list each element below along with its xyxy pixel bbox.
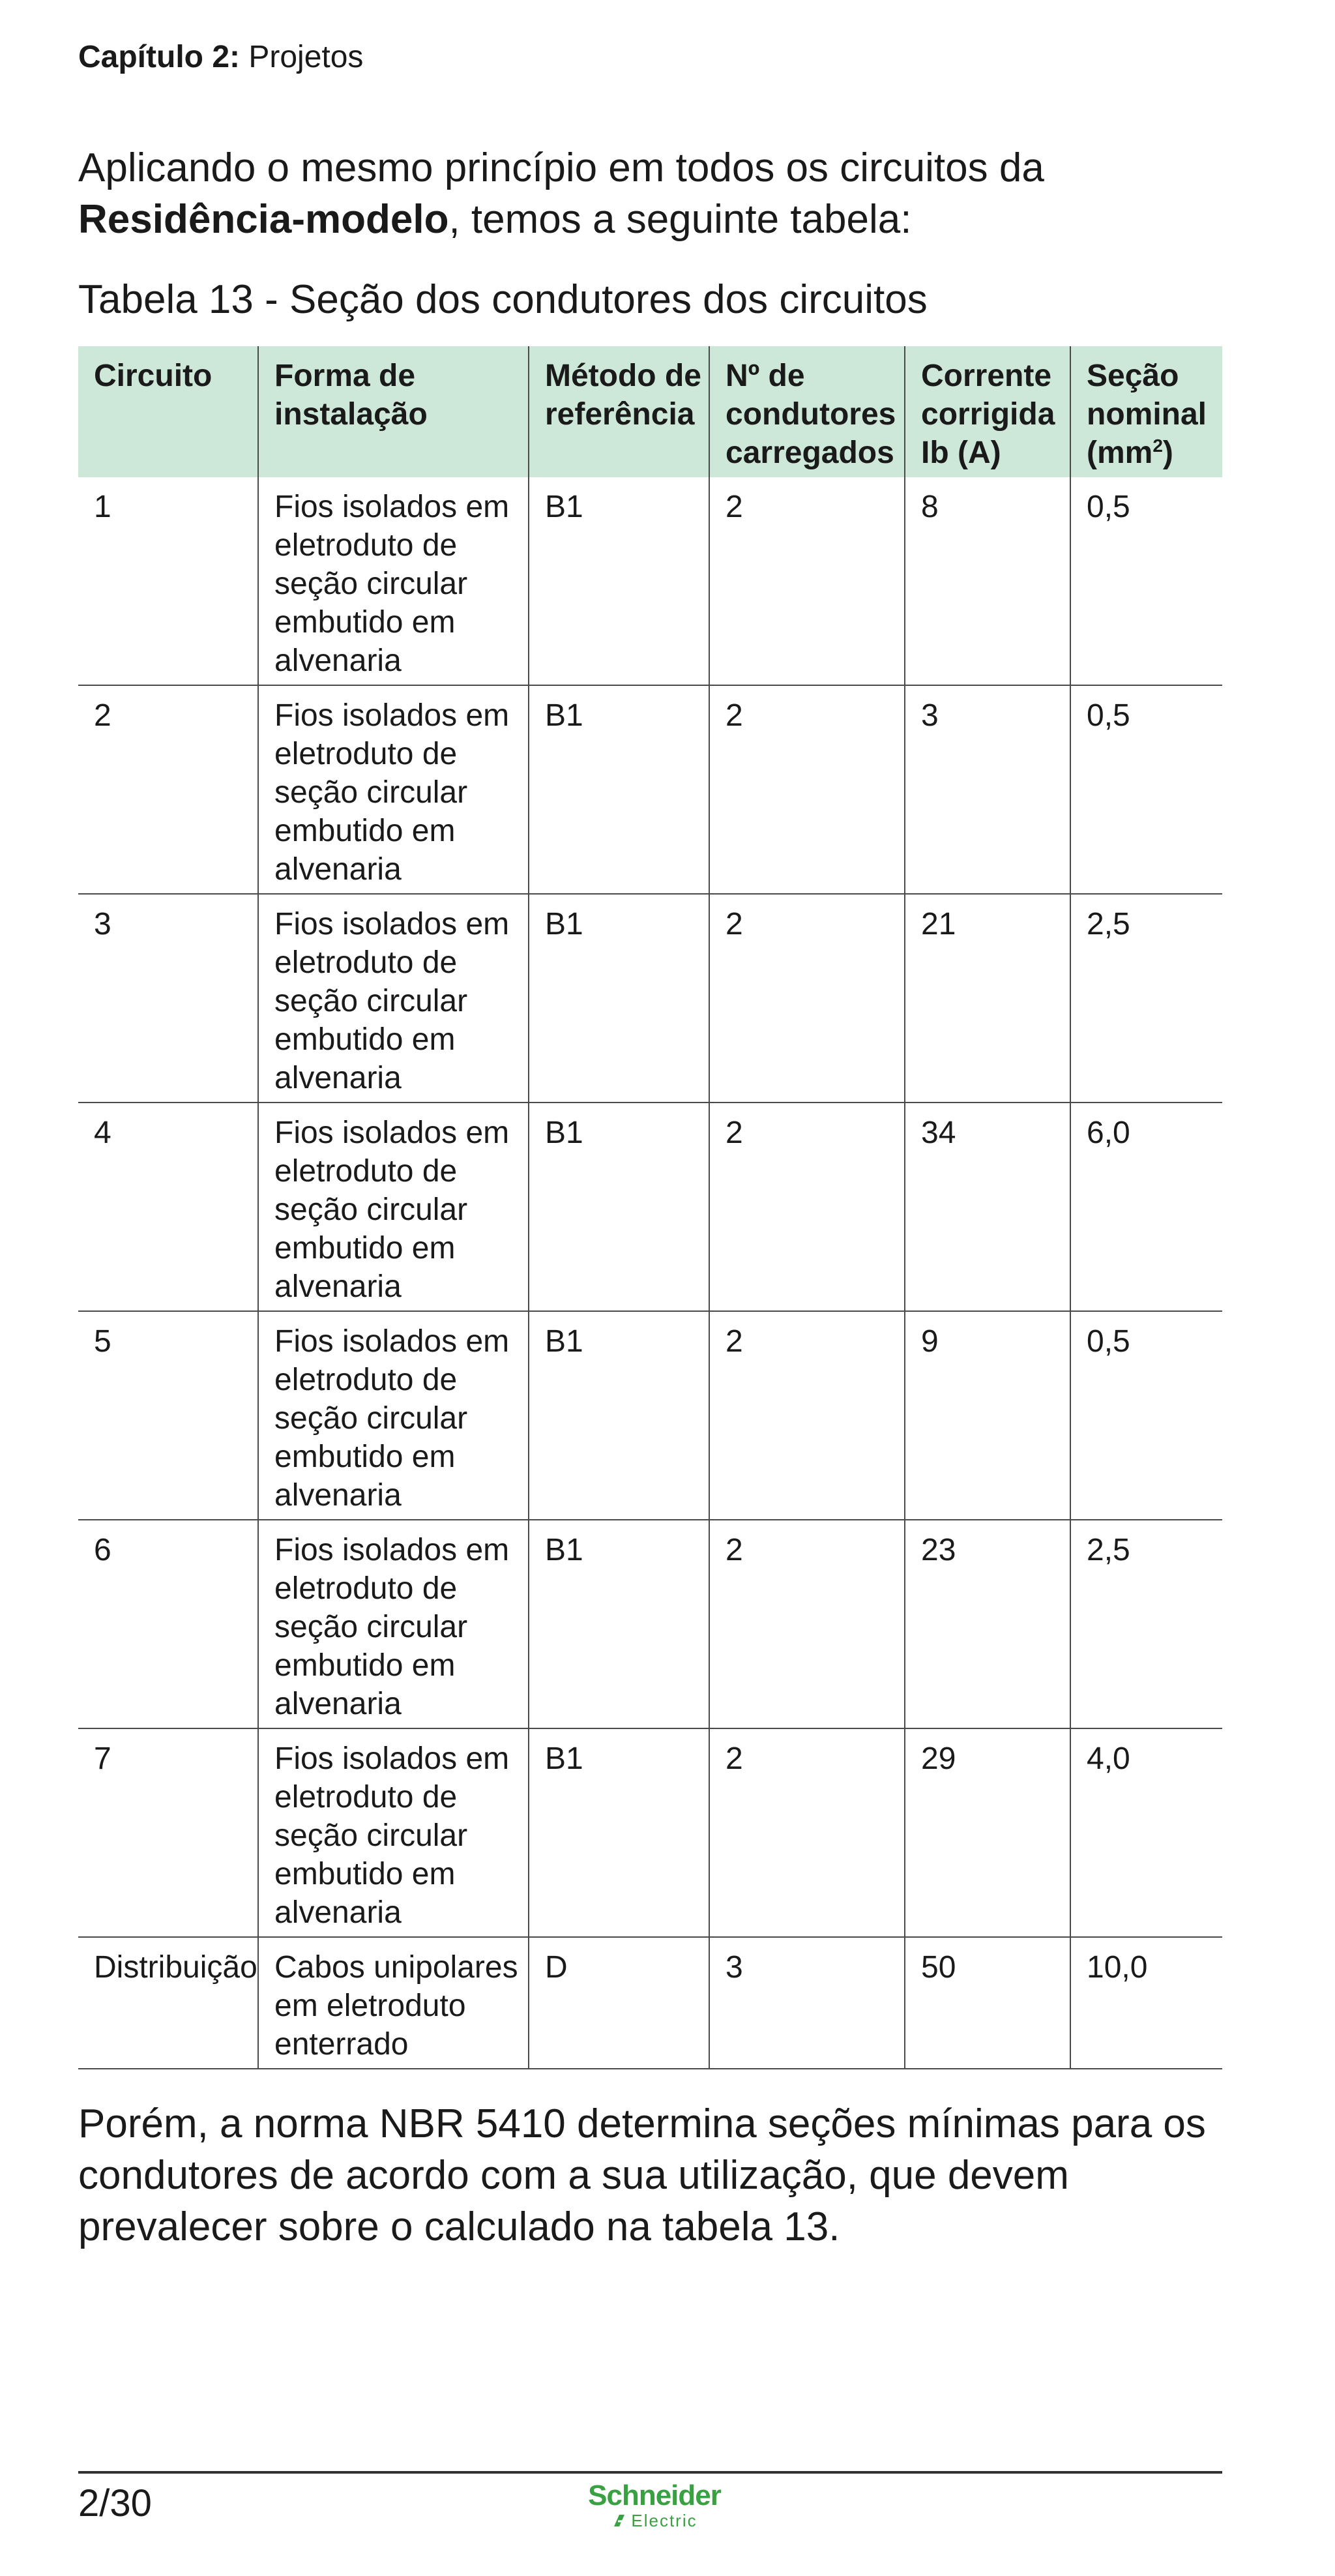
- table-row: [78, 685, 1222, 894]
- cell-condutores: 3: [709, 1937, 905, 2069]
- cell-corrente: 34: [905, 1103, 1070, 1311]
- cell-secao: 6,0: [1070, 1103, 1222, 1311]
- cell-forma: Fios isolados em eletroduto de seção circular embutido em alvenaria: [258, 477, 529, 685]
- cell-secao: 0,5: [1070, 1311, 1222, 1520]
- table-row: [78, 1103, 1222, 1311]
- intro-bold-term: Residência-modelo: [78, 197, 449, 242]
- cell-circuito: 5: [78, 1311, 258, 1520]
- cell-corrente: 3: [905, 685, 1070, 894]
- cell-metodo: B1: [529, 1520, 709, 1728]
- cell-metodo: B1: [529, 1728, 709, 1937]
- cell-corrente: 9: [905, 1311, 1070, 1520]
- table-row: [78, 1937, 1222, 2069]
- table-header-row: [78, 346, 1222, 477]
- cell-condutores: 2: [709, 685, 905, 894]
- cell-circuito: 6: [78, 1520, 258, 1728]
- cell-condutores: 2: [709, 1728, 905, 1937]
- logo-brand-text: Schneider: [588, 2480, 721, 2511]
- chapter-name: Projetos: [248, 40, 364, 74]
- cell-circuito: 3: [78, 894, 258, 1103]
- intro-text-start: Aplicando o mesmo princípio em todos os circuitos da: [78, 145, 1044, 190]
- cell-metodo: B1: [529, 477, 709, 685]
- cell-forma: Fios isolados em eletroduto de seção circular embutido em alvenaria: [258, 1311, 529, 1520]
- header-secao-superscript: 2: [1152, 436, 1163, 456]
- cell-circuito: 4: [78, 1103, 258, 1311]
- cell-forma: Fios isolados em eletroduto de seção circular embutido em alvenaria: [258, 1520, 529, 1728]
- conductor-section-table: [78, 346, 1222, 2069]
- cell-circuito: 7: [78, 1728, 258, 1937]
- intro-paragraph: [78, 142, 1222, 245]
- cell-forma: Cabos unipolares em eletroduto enterrado: [258, 1937, 529, 2069]
- header-metodo-referencia: Método de referência: [529, 346, 709, 477]
- cell-secao: 0,5: [1070, 685, 1222, 894]
- cell-corrente: 50: [905, 1937, 1070, 2069]
- header-secao-close: ): [1162, 436, 1173, 470]
- intro-text-end: , temos a seguinte tabela:: [448, 197, 912, 242]
- logo-electric-word: Electric: [631, 2511, 697, 2530]
- header-corrente-corrigida: Corrente corrigida Ib (A): [905, 346, 1070, 477]
- table-row: [78, 1311, 1222, 1520]
- table-row: [78, 1728, 1222, 1937]
- table-row: [78, 1520, 1222, 1728]
- cell-metodo: B1: [529, 1103, 709, 1311]
- cell-circuito: 2: [78, 685, 258, 894]
- cell-secao: 2,5: [1070, 894, 1222, 1103]
- cell-corrente: 21: [905, 894, 1070, 1103]
- cell-metodo: B1: [529, 1311, 709, 1520]
- header-forma-instalacao: Forma de instalação: [258, 346, 529, 477]
- cell-condutores: 2: [709, 1103, 905, 1311]
- closing-paragraph: Porém, a norma NBR 5410 determina seções mínimas para os condutores de acordo com a sua utilização, que devem prevalecer sobre o calculado na tabela 13.: [78, 2101, 1206, 2249]
- cell-circuito: 1: [78, 477, 258, 685]
- logo-leaf-icon: [611, 2512, 628, 2529]
- cell-metodo: D: [529, 1937, 709, 2069]
- cell-forma: Fios isolados em eletroduto de seção circular embutido em alvenaria: [258, 1728, 529, 1937]
- logo-sub-text: [576, 2511, 733, 2530]
- cell-corrente: 23: [905, 1520, 1070, 1728]
- cell-forma: Fios isolados em eletroduto de seção circular embutido em alvenaria: [258, 1103, 529, 1311]
- table-title: Tabela 13 - Seção dos condutores dos circuitos: [78, 277, 928, 322]
- cell-secao: 0,5: [1070, 477, 1222, 685]
- page-number: 2/30: [78, 2482, 152, 2524]
- header-secao-nominal: [1070, 346, 1222, 477]
- chapter-label: Capítulo 2:: [78, 40, 240, 74]
- cell-condutores: 2: [709, 1311, 905, 1520]
- cell-secao: 4,0: [1070, 1728, 1222, 1937]
- cell-metodo: B1: [529, 894, 709, 1103]
- cell-corrente: 8: [905, 477, 1070, 685]
- header-secao-text: Seção nominal (mm: [1087, 359, 1207, 470]
- chapter-header: [78, 38, 363, 77]
- header-circuito: Circuito: [78, 346, 258, 477]
- cell-condutores: 2: [709, 1520, 905, 1728]
- cell-forma: Fios isolados em eletroduto de seção circular embutido em alvenaria: [258, 894, 529, 1103]
- cell-condutores: 2: [709, 894, 905, 1103]
- cell-secao: 10,0: [1070, 1937, 1222, 2069]
- table-row: [78, 894, 1222, 1103]
- table-row: [78, 477, 1222, 685]
- cell-circuito: Distribuição: [78, 1937, 258, 2069]
- cell-condutores: 2: [709, 477, 905, 685]
- footer-divider: [78, 2471, 1222, 2474]
- cell-forma: Fios isolados em eletroduto de seção circular embutido em alvenaria: [258, 685, 529, 894]
- cell-secao: 2,5: [1070, 1520, 1222, 1728]
- cell-corrente: 29: [905, 1728, 1070, 1937]
- schneider-electric-logo: [576, 2481, 733, 2534]
- cell-metodo: B1: [529, 685, 709, 894]
- header-num-condutores: Nº de condutores carregados: [709, 346, 905, 477]
